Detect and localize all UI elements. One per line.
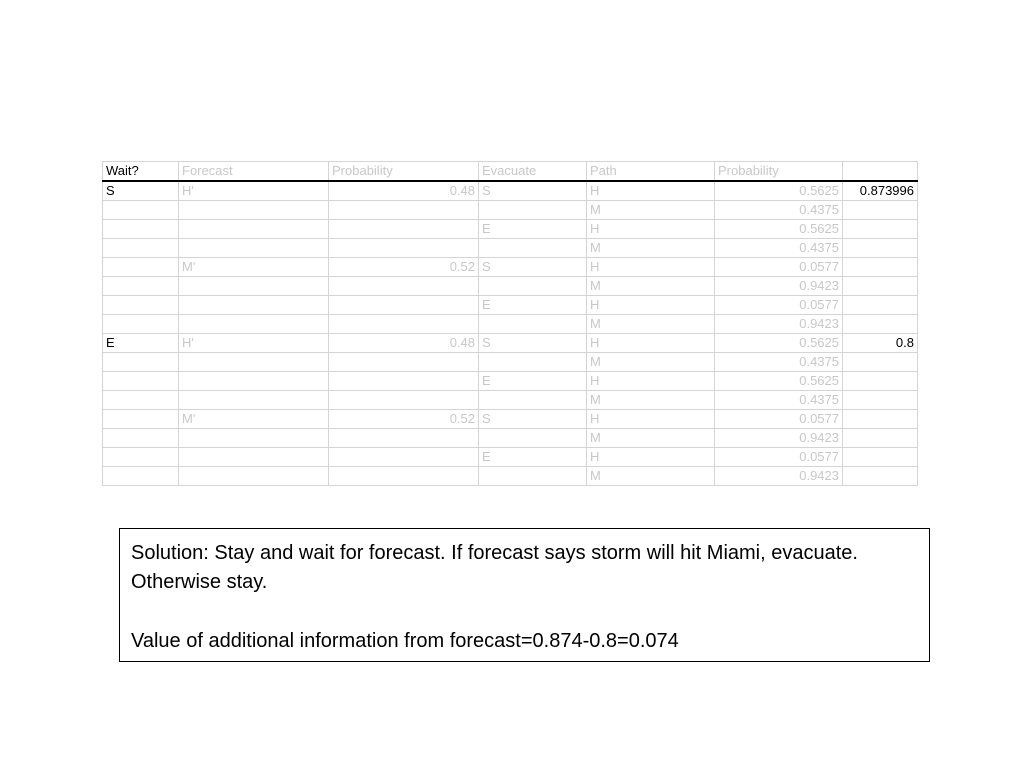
header-row [103,162,918,182]
cell-forecast: H' [179,181,329,201]
solution-box [119,528,930,662]
table-row [103,277,918,296]
table-row [103,448,918,467]
table-row [103,353,918,372]
table-row [103,239,918,258]
cell-path-probability: 0.5625 [715,334,843,353]
cell-probability [329,315,479,334]
cell-expected-value: 0.873996 [843,181,918,201]
cell-expected-value [843,467,918,486]
cell-wait [103,467,179,486]
cell-path: H [587,410,715,429]
cell-expected-value [843,429,918,448]
cell-path: M [587,277,715,296]
cell-probability: 0.48 [329,334,479,353]
table-row [103,372,918,391]
cell-evacuate [479,467,587,486]
cell-path: H [587,220,715,239]
cell-evacuate [479,353,587,372]
cell-forecast [179,296,329,315]
header-path: Path [587,162,715,182]
cell-forecast [179,315,329,334]
cell-evacuate: S [479,334,587,353]
cell-expected-value: 0.8 [843,334,918,353]
cell-expected-value [843,391,918,410]
cell-evacuate: S [479,410,587,429]
cell-expected-value [843,277,918,296]
cell-wait [103,429,179,448]
cell-path: H [587,372,715,391]
cell-probability [329,201,479,220]
cell-wait [103,201,179,220]
cell-evacuate: S [479,181,587,201]
cell-path: M [587,429,715,448]
cell-path-probability: 0.5625 [715,181,843,201]
header-expected-value [843,162,918,182]
cell-probability [329,353,479,372]
cell-probability [329,429,479,448]
cell-forecast [179,220,329,239]
cell-path: H [587,258,715,277]
table-row [103,181,918,201]
cell-forecast [179,353,329,372]
cell-evacuate [479,391,587,410]
cell-expected-value [843,239,918,258]
cell-expected-value [843,448,918,467]
cell-forecast [179,429,329,448]
cell-path-probability: 0.5625 [715,220,843,239]
cell-path: M [587,201,715,220]
cell-probability: 0.48 [329,181,479,201]
cell-evacuate: E [479,296,587,315]
cell-path-probability: 0.0577 [715,296,843,315]
table-row [103,315,918,334]
cell-path-probability: 0.4375 [715,239,843,258]
cell-evacuate [479,201,587,220]
cell-evacuate: E [479,220,587,239]
cell-evacuate: E [479,372,587,391]
cell-wait [103,220,179,239]
cell-forecast [179,239,329,258]
cell-wait [103,277,179,296]
cell-wait: E [103,334,179,353]
table-header [103,162,918,182]
table-row [103,201,918,220]
cell-path: M [587,391,715,410]
cell-wait [103,391,179,410]
header-evacuate: Evacuate [479,162,587,182]
cell-path-probability: 0.5625 [715,372,843,391]
table-row [103,429,918,448]
cell-probability: 0.52 [329,410,479,429]
cell-probability: 0.52 [329,258,479,277]
cell-probability [329,467,479,486]
cell-forecast [179,277,329,296]
cell-wait [103,353,179,372]
cell-forecast [179,201,329,220]
cell-probability [329,372,479,391]
cell-probability [329,277,479,296]
cell-expected-value [843,258,918,277]
cell-expected-value [843,201,918,220]
cell-expected-value [843,296,918,315]
cell-path-probability: 0.0577 [715,258,843,277]
cell-path-probability: 0.9423 [715,315,843,334]
value-of-information-text: Value of additional information from forecast=0.874-0.8=0.074 [131,630,679,652]
cell-probability [329,220,479,239]
cell-expected-value [843,372,918,391]
cell-forecast: H' [179,334,329,353]
cell-probability [329,296,479,315]
cell-forecast [179,391,329,410]
cell-expected-value [843,220,918,239]
header-forecast: Forecast [179,162,329,182]
cell-path-probability: 0.0577 [715,448,843,467]
cell-path: M [587,467,715,486]
cell-path: M [587,353,715,372]
table-row [103,220,918,239]
cell-expected-value [843,353,918,372]
cell-path: M [587,315,715,334]
spacer [131,597,918,627]
cell-forecast [179,372,329,391]
cell-forecast [179,467,329,486]
table-row [103,410,918,429]
cell-path: H [587,448,715,467]
cell-evacuate [479,315,587,334]
cell-probability [329,391,479,410]
cell-path: M [587,239,715,258]
cell-wait: S [103,181,179,201]
table-body [103,181,918,486]
header-probability: Probability [329,162,479,182]
cell-path-probability: 0.9423 [715,467,843,486]
table-row [103,258,918,277]
cell-probability [329,239,479,258]
header-path-probability: Probability [715,162,843,182]
header-wait: Wait? [103,162,179,182]
cell-evacuate [479,429,587,448]
cell-path-probability: 0.9423 [715,277,843,296]
cell-wait [103,372,179,391]
cell-path-probability: 0.0577 [715,410,843,429]
cell-probability [329,448,479,467]
cell-wait [103,315,179,334]
cell-evacuate [479,277,587,296]
table-row [103,334,918,353]
cell-forecast: M' [179,258,329,277]
cell-wait [103,410,179,429]
cell-evacuate: E [479,448,587,467]
solution-text: Solution: Stay and wait for forecast. If forecast says storm will hit Miami, evacuate. Otherwise stay. [131,542,858,593]
cell-path: H [587,334,715,353]
table-row [103,391,918,410]
cell-path: H [587,181,715,201]
decision-table [102,161,918,486]
table-row [103,467,918,486]
cell-path-probability: 0.4375 [715,353,843,372]
cell-forecast [179,448,329,467]
cell-evacuate [479,239,587,258]
cell-wait [103,296,179,315]
cell-path-probability: 0.4375 [715,201,843,220]
cell-path-probability: 0.4375 [715,391,843,410]
cell-wait [103,448,179,467]
cell-path-probability: 0.9423 [715,429,843,448]
cell-evacuate: S [479,258,587,277]
cell-path: H [587,296,715,315]
cell-expected-value [843,410,918,429]
cell-expected-value [843,315,918,334]
table-row [103,296,918,315]
cell-wait [103,258,179,277]
cell-wait [103,239,179,258]
cell-forecast: M' [179,410,329,429]
